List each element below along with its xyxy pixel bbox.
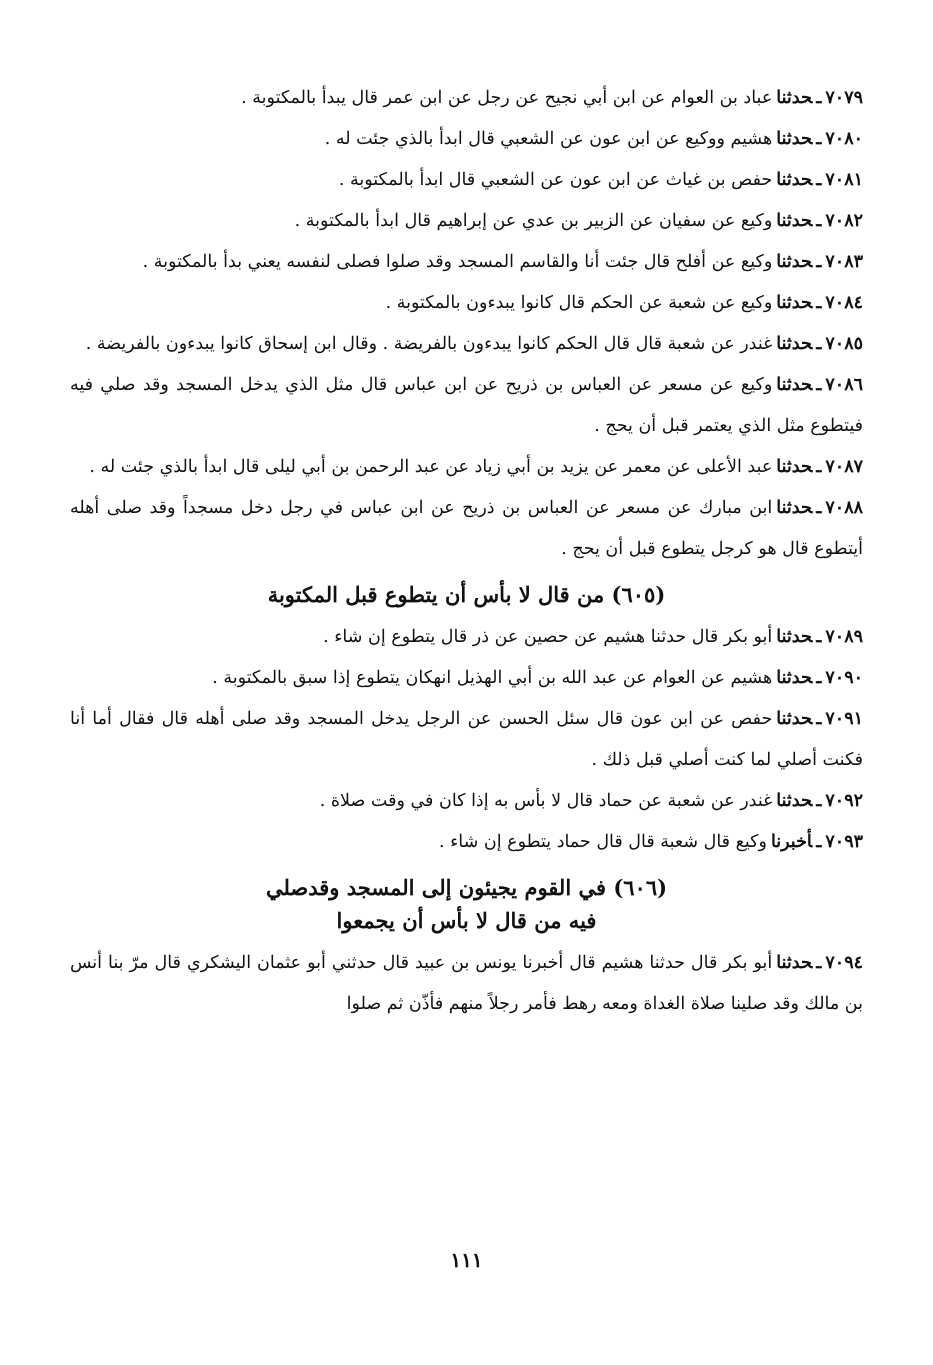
chapter-heading-line: فيه من قال لا بأس أن يجمعوا xyxy=(336,908,597,933)
entry-lead-word: حدثنا xyxy=(776,293,813,313)
hadith-entry: ٧٠٨٢ـحدثناوكيع عن سفيان عن الزبير بن عدي عن إبراهيم قال ابدأ بالمكتوبة . xyxy=(294,211,863,231)
entry-lead-word: حدثنا xyxy=(776,791,813,811)
entry-number: ٧٠٨٧ xyxy=(825,457,863,477)
entry-lead-word: حدثنا xyxy=(776,953,813,973)
chapter-heading-line: (٦٠٦) في القوم يجيئون إلى المسجد وقدصلي xyxy=(265,875,668,900)
entry-text: عبد الأعلى عن معمر عن يزيد بن أبي زياد عن عبد الرحمن بن أبي ليلى قال ابدأ بالذي جئت له . xyxy=(89,457,773,477)
entry-lead-word: حدثنا xyxy=(776,627,813,647)
entry-text: وكيع عن سفيان عن الزبير بن عدي عن إبراهيم قال ابدأ بالمكتوبة . xyxy=(294,211,773,231)
entry-lead-word: حدثنا xyxy=(776,129,813,149)
hadith-entry: ٧٠٨٥ـحدثناغندر عن شعبة قال قال الحكم كانوا يبدءون بالفريضة . وقال ابن إسحاق كانوا يبدءون بالفريضة . xyxy=(85,334,863,354)
hadith-entry: ٧٠٩٠ـحدثناهشيم عن العوام عن عبد الله بن أبي الهذيل انهكان يتطوع إذا سبق بالمكتوبة . xyxy=(212,668,863,688)
hadith-entry: ٧٠٨٧ـحدثناعبد الأعلى عن معمر عن يزيد بن أبي زياد عن عبد الرحمن بن أبي ليلى قال ابدأ بالذي جئت له . xyxy=(89,457,863,477)
chapter-heading: (٦٠٥) من قال لا بأس أن يتطوع قبل المكتوبة xyxy=(267,582,666,607)
chapter-heading-two xyxy=(70,871,863,937)
page-number: ١١١ xyxy=(450,1248,483,1272)
entry-text: وكيع عن مسعر عن العباس بن ذريح عن ابن عباس قال مثل الذي يدخل المسجد وقد صلي فيه فيتطوع مثل الذي يعتمر قبل أن يحج . xyxy=(70,375,863,436)
entry-number: ٧٠٩٢ xyxy=(825,791,863,811)
entry-number: ٧٠٩٤ xyxy=(825,953,863,973)
entry-text: غندر عن شعبة قال قال الحكم كانوا يبدءون بالفريضة . وقال ابن إسحاق كانوا يبدءون بالفريضة . xyxy=(85,334,773,354)
entry-number: ٧٠٨٤ xyxy=(825,293,863,313)
entry-number: ٧٠٩٣ xyxy=(825,832,863,852)
entry-number: ٧٠٨٩ xyxy=(825,627,863,647)
hadith-entry: ٧٠٩١ـحدثناحفص عن ابن عون قال سئل الحسن عن الرجل يدخل المسجد وقد صلى أهله قال فقال أما أنا فكنت أصلي لما كنت أصلي قبل ذلك . xyxy=(70,709,863,770)
entry-text: وكيع عن شعبة عن الحكم قال كانوا يبدءون بالمكتوبة . xyxy=(385,293,773,313)
entry-number: ٧٠٨٢ xyxy=(825,211,863,231)
entry-text: عباد بن العوام عن ابن أبي نجيح عن رجل عن ابن عمر قال يبدأ بالمكتوبة . xyxy=(241,88,773,108)
entry-number: ٧٠٨٠ xyxy=(825,129,863,149)
entry-text: هشيم ووكيع عن ابن عون عن الشعبي قال ابدأ بالذي جئت له . xyxy=(324,129,773,149)
entry-text: أبو بكر قال حدثنا هشيم قال أخبرنا يونس بن عبيد قال حدثني أبو عثمان اليشكري قال مرّ بنا أنس بن مالك وقد صلينا صلاة الغداة ومعه رهط فأمر رجلاً منهم فأذّن ثم صلوا xyxy=(70,953,863,1014)
entry-text: وكيع عن أفلح قال جئت أنا والقاسم المسجد وقد صلوا فصلى لنفسه يعني بدأ بالمكتوبة . xyxy=(142,252,773,272)
entry-number: ٧٠٨٥ xyxy=(825,334,863,354)
hadith-entry: ٧٠٨٨ـحدثناابن مبارك عن مسعر عن العباس بن ذريح عن ابن عباس في رجل دخل مسجداً وقد صلى أهله أيتطوع قال هو كرجل يتطوع قبل أن يحج . xyxy=(70,498,863,559)
entries-section-middle xyxy=(70,617,863,863)
entry-lead-word: حدثنا xyxy=(776,668,813,688)
entry-number: ٧٠٩٠ xyxy=(825,668,863,688)
entries-section-bottom xyxy=(70,943,863,1025)
entry-text: وكيع قال شعبة قال قال حماد يتطوع إن شاء . xyxy=(438,832,767,852)
hadith-entry: ٧٠٩٢ـحدثناغندر عن شعبة عن حماد قال لا بأس به إذا كان في وقت صلاة . xyxy=(319,791,863,811)
hadith-entry: ٧٠٨٩ـحدثناأبو بكر قال حدثنا هشيم عن حصين عن ذر قال يتطوع إن شاء . xyxy=(323,627,863,647)
entry-lead-word: حدثنا xyxy=(776,709,813,729)
entry-number: ٧٠٨٣ xyxy=(825,252,863,272)
entry-lead-word: حدثنا xyxy=(776,498,813,518)
entry-number: ٧٠٩١ xyxy=(825,709,863,729)
hadith-entry: ٧٠٨٣ـحدثناوكيع عن أفلح قال جئت أنا والقاسم المسجد وقد صلوا فصلى لنفسه يعني بدأ بالمكتوبة . xyxy=(142,252,863,272)
entry-number: ٧٠٧٩ xyxy=(825,88,863,108)
entry-lead-word: حدثنا xyxy=(776,252,813,272)
entry-number: ٧٠٨١ xyxy=(825,170,863,190)
entry-lead-word: حدثنا xyxy=(776,88,813,108)
entry-lead-word: حدثنا xyxy=(776,375,813,395)
hadith-entry: ٧٠٨١ـحدثناحفص بن غياث عن ابن عون عن الشعبي قال ابدأ بالمكتوبة . xyxy=(338,170,863,190)
entry-lead-word: أخبرنا xyxy=(770,832,813,852)
hadith-entry: ٧٠٨٤ـحدثناوكيع عن شعبة عن الحكم قال كانوا يبدءون بالمكتوبة . xyxy=(385,293,863,313)
entry-text: حفص عن ابن عون قال سئل الحسن عن الرجل يدخل المسجد وقد صلى أهله قال فقال أما أنا فكنت أصلي لما كنت أصلي قبل ذلك . xyxy=(70,709,863,770)
entry-text: ابن مبارك عن مسعر عن العباس بن ذريح عن ابن عباس في رجل دخل مسجداً وقد صلى أهله أيتطوع قال هو كرجل يتطوع قبل أن يحج . xyxy=(70,498,863,559)
entry-lead-word: حدثنا xyxy=(776,211,813,231)
entry-number: ٧٠٨٨ xyxy=(825,498,863,518)
entry-number: ٧٠٨٦ xyxy=(825,375,863,395)
hadith-entry: ٧٠٧٩ـحدثناعباد بن العوام عن ابن أبي نجيح عن رجل عن ابن عمر قال يبدأ بالمكتوبة . xyxy=(241,88,863,108)
hadith-entry: ٧٠٩٤ـحدثناأبو بكر قال حدثنا هشيم قال أخبرنا يونس بن عبيد قال حدثني أبو عثمان اليشكري قال مرّ بنا أنس بن مالك وقد صلينا صلاة الغداة ومعه رهط فأمر رجلاً منهم فأذّن ثم صلوا xyxy=(70,953,863,1014)
entry-lead-word: حدثنا xyxy=(776,457,813,477)
entry-lead-word: حدثنا xyxy=(776,170,813,190)
entry-text: هشيم عن العوام عن عبد الله بن أبي الهذيل انهكان يتطوع إذا سبق بالمكتوبة . xyxy=(212,668,773,688)
entry-lead-word: حدثنا xyxy=(776,334,813,354)
entry-text: أبو بكر قال حدثنا هشيم عن حصين عن ذر قال يتطوع إن شاء . xyxy=(323,627,773,647)
entry-text: غندر عن شعبة عن حماد قال لا بأس به إذا كان في وقت صلاة . xyxy=(319,791,773,811)
entries-section-top xyxy=(70,78,863,570)
hadith-entry: ٧٠٩٣ـأخبرناوكيع قال شعبة قال قال حماد يتطوع إن شاء . xyxy=(438,832,863,852)
hadith-entry: ٧٠٨٦ـحدثناوكيع عن مسعر عن العباس بن ذريح عن ابن عباس قال مثل الذي يدخل المسجد وقد صلي فيه فيتطوع مثل الذي يعتمر قبل أن يحج . xyxy=(70,375,863,436)
entry-text: حفص بن غياث عن ابن عون عن الشعبي قال ابدأ بالمكتوبة . xyxy=(338,170,773,190)
hadith-entry: ٧٠٨٠ـحدثناهشيم ووكيع عن ابن عون عن الشعبي قال ابدأ بالذي جئت له . xyxy=(324,129,863,149)
